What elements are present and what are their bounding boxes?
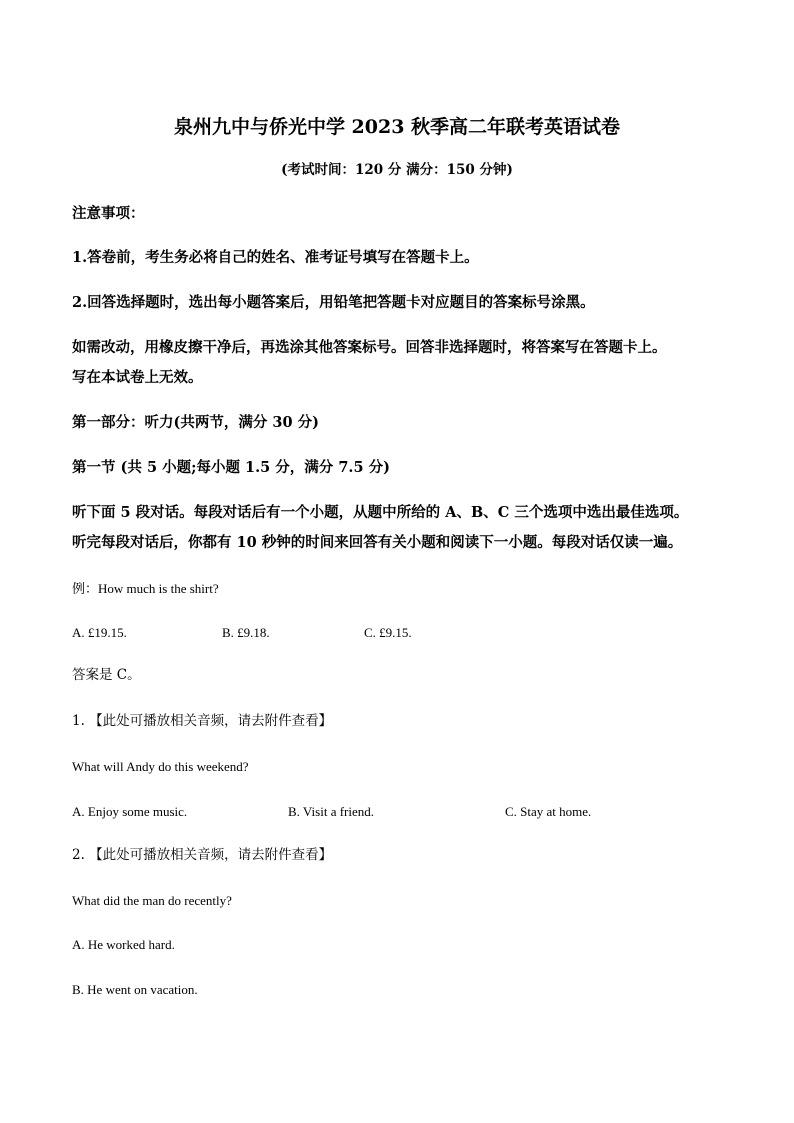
question-1-number: 1. 【此处可播放相关音频，请去附件查看】 (72, 713, 333, 729)
question-1-prompt: What will Andy do this weekend? (72, 759, 249, 774)
notice-item-1: 1.答卷前，考生务必将自己的姓名、准考证号填写在答题卡上。 (72, 249, 479, 266)
question-2-prompt: What did the man do recently? (72, 893, 232, 908)
question-1-option-c: C. Stay at home. (505, 804, 592, 819)
part1-heading: 第一部分：听力(共两节，满分 30 分) (72, 414, 319, 431)
exam-subtitle: (考试时间：120 分 满分：150 分钟) (281, 162, 513, 178)
notice-item-3-line-1: 如需改动，用橡皮擦干净后，再选涂其他答案标号。回答非选择题时，将答案写在答题卡上。 (72, 339, 667, 356)
example-option-a: A. £19.15. (72, 625, 127, 640)
question-1-option-a: A. Enjoy some music. (72, 804, 188, 819)
notice-item-3-line-2: 写在本试卷上无效。 (72, 369, 203, 386)
example-option-b: B. £9.18. (222, 625, 270, 640)
instruction-line-2: 听完每段对话后，你都有 10 秒钟的时间来回答有关小题和阅读下一小题。每段对话仅读一遍。 (72, 534, 683, 551)
question-2-option-a: A. He worked hard. (72, 937, 175, 952)
example-option-c: C. £9.15. (364, 625, 412, 640)
notice-heading: 注意事项： (72, 205, 145, 222)
example-question: 例：How much is the shirt? (72, 581, 219, 596)
instruction-line-1: 听下面 5 段对话。每段对话后有一个小题，从题中所给的 A、B、C 三个选项中选出最佳选项。 (72, 504, 689, 521)
question-2-option-b: B. He went on vacation. (72, 982, 198, 997)
example-answer: 答案是 C。 (72, 667, 141, 683)
section1-heading: 第一节 (共 5 小题;每小题 1.5 分，满分 7.5 分) (72, 459, 390, 476)
exam-title: 泉州九中与侨光中学 2023 秋季高二年联考英语试卷 (173, 116, 621, 138)
notice-item-2: 2.回答选择题时，选出每小题答案后，用铅笔把答题卡对应题目的答案标号涂黑。 (72, 294, 595, 311)
question-1-option-b: B. Visit a friend. (288, 804, 374, 819)
question-2-number: 2. 【此处可播放相关音频，请去附件查看】 (72, 847, 333, 863)
